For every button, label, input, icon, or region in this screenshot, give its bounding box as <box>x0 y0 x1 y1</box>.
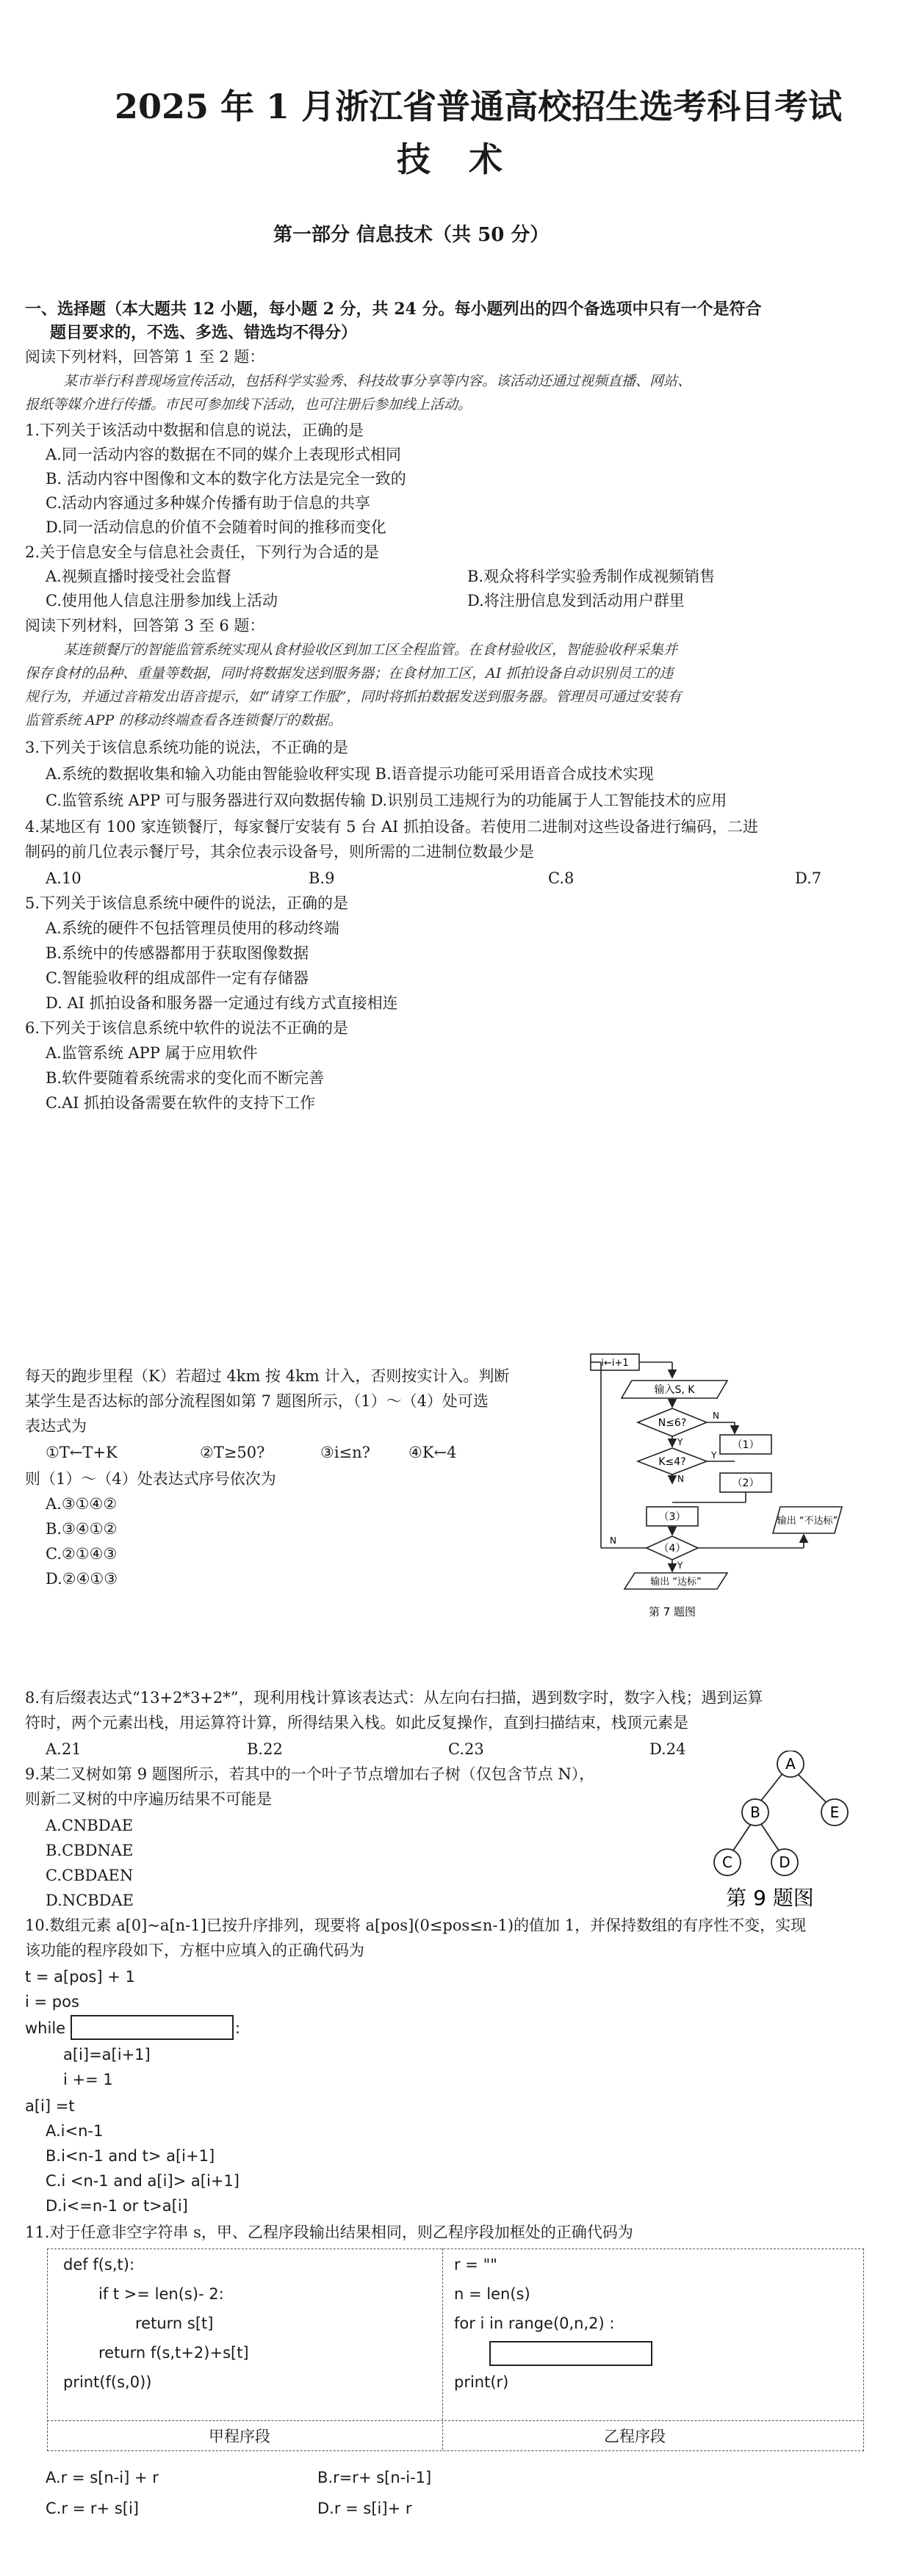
option-c: C.23 <box>448 1740 484 1758</box>
answer-blank-box[interactable] <box>71 2015 234 2040</box>
flow-input-label: 输入S, K <box>654 1384 695 1396</box>
question-stem: 3.下列关于该信息系统功能的说法，不正确的是 <box>25 739 349 756</box>
question-stem: 4.某地区有 100 家连锁餐厅，每家餐厅安装有 5 台 AI 抓拍设备。若使用二进制对这些设备进行编码，二进 <box>25 818 758 836</box>
question-stem: 2.关于信息安全与信息社会责任，下列行为合适的是 <box>25 543 380 561</box>
option-d: D.7 <box>795 869 822 887</box>
flow-no-4: N <box>610 1535 616 1546</box>
question-stem: 11.对于任意非空字符串 s，甲、乙程序段输出结果相同，则乙程序段加框处的正确代码为 <box>25 2224 633 2241</box>
code-line: a[i]=a[i+1] <box>63 2046 151 2063</box>
flow-out-pass-label: 输出 “达标” <box>650 1577 702 1588</box>
answer-blank-box-2[interactable] <box>489 2341 652 2366</box>
code-caption-divider <box>47 2420 863 2421</box>
flow-cond1-label: N≤6? <box>658 1417 687 1429</box>
flow-cond4-label: （4） <box>658 1543 686 1555</box>
flow-yes-2: Y <box>711 1450 717 1461</box>
code-left-line: def f(s,t): <box>63 2256 135 2273</box>
option-b: B.系统中的传感器都用于获取图像数据 <box>46 944 309 962</box>
option-a: A.i<n-1 <box>46 2122 104 2140</box>
question-stem-cont: 符时，两个元素出栈，用运算符计算，所得结果入栈。如此反复操作，直到扫描结束，栈顶元素是 <box>25 1714 688 1732</box>
flow-box3-label: （3） <box>658 1511 686 1523</box>
flow-box2-label: （2） <box>732 1477 760 1489</box>
code-right-line: for i in range(0,n,2) : <box>454 2315 615 2332</box>
code-line: i = pos <box>25 1993 79 2011</box>
code-left-caption: 甲程序段 <box>209 2428 270 2445</box>
option-b: B.软件要随着系统需求的变化而不断完善 <box>46 1069 325 1087</box>
question-stem-cont: 制码的前几位表示餐厅号，其余位表示设备号，则所需的二进制位数最少是 <box>25 843 534 861</box>
exam-subject: 技 术 <box>397 140 516 179</box>
option-b: B.i<n-1 and t> a[i+1] <box>46 2147 215 2165</box>
option-d: D. AI 抓拍设备和服务器一定通过有线方式直接相连 <box>46 994 398 1012</box>
option-b: B.22 <box>247 1740 283 1758</box>
expression-4: ④K←4 <box>408 1444 457 1461</box>
material-text: 报纸等媒介进行传播。市民可参加线下活动，也可注册后参加线上活动。 <box>25 397 472 413</box>
tree-label-e: E <box>829 1803 840 1821</box>
material-text: 规行为，并通过音箱发出语音提示，如“请穿工作服”，同时将抓拍数据发送到服务器。管理员可通过安装有 <box>25 689 682 705</box>
option-d: D.将注册信息发到活动用户群里 <box>467 592 685 609</box>
option-b: B.观众将科学实验秀制作成视频销售 <box>467 568 716 585</box>
question-stem: 6.下列关于该信息系统中软件的说法不正确的是 <box>25 1019 349 1037</box>
question-stem-cont: 则（1）～（4）处表达式序号依次为 <box>25 1470 276 1488</box>
option-a: A.③①④② <box>46 1495 118 1513</box>
material-intro: 阅读下列材料，回答第 3 至 6 题： <box>25 617 265 634</box>
code-left-line: print(f(s,0)) <box>63 2373 152 2391</box>
code-line: i += 1 <box>63 2071 113 2088</box>
option-b: B.③④①② <box>46 1520 118 1538</box>
option-c: C.CBDAEN <box>46 1867 134 1884</box>
option-b: B.9 <box>309 869 335 887</box>
code-right-caption: 乙程序段 <box>604 2428 666 2445</box>
binary-tree-figure <box>683 1751 860 1920</box>
material-text: 保存食材的品种、重量等数据，同时将数据发送到服务器；在食材加工区，AI 抓拍设备自动识别员工的违 <box>25 665 674 681</box>
question-stem-cont: 某学生是否达标的部分流程图如第 7 题图所示，（1）～（4）处可选 <box>25 1392 489 1410</box>
code-line: a[i] =t <box>25 2097 75 2115</box>
flow-no-1: N <box>713 1411 719 1421</box>
tree-caption: 第 9 题图 <box>726 1886 814 1910</box>
option-b: B. 活动内容中图像和文本的数字化方法是完全一致的 <box>46 470 406 488</box>
section-heading: 一、选择题（本大题共 12 小题，每小题 2 分，共 24 分。每小题列出的四个备选项中只有一个是符合 <box>25 300 762 319</box>
material-text: 某市举行科普现场宣传活动，包括科学实验秀、科技故事分享等内容。该活动还通过视频直播、网站、 <box>63 373 692 389</box>
expression-3: ③i≤n? <box>320 1444 370 1461</box>
question-stem: 8.有后缀表达式“13+2*3+2*”，现利用栈计算该表达式：从左向右扫描，遇到数字时，数字入栈；遇到运算 <box>25 1689 763 1707</box>
code-right-line: print(r) <box>454 2373 509 2391</box>
option-ab: A.系统的数据收集和输入功能由智能验收秤实现 B.语音提示功能可采用语音合成技术实现 <box>46 765 654 783</box>
flow-out-fail-label: 输出 “不达标” <box>777 1516 838 1527</box>
exam-title: 2025 年 1 月浙江省普通高校招生选考科目考试 <box>115 87 843 126</box>
option-a: A.系统的硬件不包括管理员使用的移动终端 <box>46 919 339 937</box>
flow-no-2: N <box>677 1474 684 1484</box>
option-c: C.AI 抓拍设备需要在软件的支持下工作 <box>46 1094 316 1112</box>
question-stem-cont: 该功能的程序段如下，方框中应填入的正确代码为 <box>25 1942 364 1959</box>
code-left-line: return s[t] <box>135 2315 214 2332</box>
option-d: D.i<=n-1 or t>a[i] <box>46 2197 188 2215</box>
flow-cond2-label: K≤4? <box>658 1456 686 1468</box>
section-heading-cont: 题目要求的，不选、多选、错选均不得分） <box>50 323 358 342</box>
flowchart-figure <box>588 1351 882 1645</box>
option-a: A.监管系统 APP 属于应用软件 <box>46 1044 258 1062</box>
option-c: C.使用他人信息注册参加线上活动 <box>46 592 278 609</box>
question-stem: 9.某二叉树如第 9 题图所示，若其中的一个叶子节点增加右子树（仅包含节点 N）， <box>25 1765 595 1783</box>
option-d: D.②④①③ <box>46 1570 118 1588</box>
material-intro: 阅读下列材料，回答第 1 至 2 题： <box>25 348 265 366</box>
code-left-line: return f(s,t+2)+s[t] <box>98 2344 249 2362</box>
code-line: t = a[pos] + 1 <box>25 1968 135 1986</box>
part-heading: 第一部分 信息技术（共 50 分） <box>273 224 550 246</box>
option-b: B.r=r+ s[n-i-1] <box>317 2469 432 2486</box>
option-d: D.24 <box>649 1740 686 1758</box>
option-d: D.r = s[i]+ r <box>317 2500 412 2517</box>
flow-caption: 第 7 题图 <box>648 1605 696 1618</box>
code-left-line: if t >= len(s)- 2: <box>98 2285 224 2303</box>
option-a: A.21 <box>46 1740 82 1758</box>
option-a: A.r = s[n-i] + r <box>46 2469 159 2486</box>
option-c: C.②①④③ <box>46 1545 118 1563</box>
material-text: 某连锁餐厅的智能监管系统实现从食材验收区到加工区全程监管。在食材验收区，智能验收秤采集并 <box>63 642 678 658</box>
question-stem-cont: 表达式为 <box>25 1417 87 1435</box>
flow-top-label: i←i+1 <box>601 1358 629 1369</box>
tree-label-a: A <box>785 1755 796 1773</box>
question-stem: 1.下列关于该活动中数据和信息的说法，正确的是 <box>25 422 364 439</box>
tree-label-c: C <box>722 1853 732 1871</box>
option-a: A.CNBDAE <box>46 1817 134 1834</box>
flow-yes-4: Y <box>677 1560 683 1571</box>
code-column-divider <box>442 2248 443 2450</box>
question-stem: 10.数组元素 a[0]~a[n-1]已按升序排列，现要将 a[pos](0≤pos≤n-1)的值加 1，并保持数组的有序性不变，实现 <box>25 1917 807 1934</box>
question-stem: 每天的跑步里程（K）若超过 4km 按 4km 计入，否则按实计入。判断 <box>25 1367 510 1385</box>
flow-box1-label: （1） <box>732 1439 760 1451</box>
option-a: A.同一活动内容的数据在不同的媒介上表现形式相同 <box>46 446 401 463</box>
question-stem-cont: 则新二叉树的中序遍历结果不可能是 <box>25 1790 272 1808</box>
tree-label-b: B <box>750 1803 760 1821</box>
option-c: C.智能验收秤的组成部件一定有存储器 <box>46 969 309 987</box>
flow-yes-1: Y <box>677 1437 683 1447</box>
question-stem: 5.下列关于该信息系统中硬件的说法，正确的是 <box>25 894 349 912</box>
option-c: C.活动内容通过多种媒介传播有助于信息的共享 <box>46 494 370 512</box>
option-a: A.10 <box>46 869 82 887</box>
option-c: C.i <n-1 and a[i]> a[i+1] <box>46 2172 240 2190</box>
option-d: D.NCBDAE <box>46 1892 134 1909</box>
option-cd: C.监管系统 APP 可与服务器进行双向数据传输 D.识别员工违规行为的功能属于人工智能技术的应用 <box>46 792 727 809</box>
code-right-line: n = len(s) <box>454 2285 530 2303</box>
tree-label-d: D <box>779 1853 791 1871</box>
expression-1: ①T←T+K <box>46 1444 118 1461</box>
code-right-line: r = "" <box>454 2256 497 2273</box>
option-c: C.r = r+ s[i] <box>46 2500 139 2517</box>
code-colon: : <box>235 2019 241 2037</box>
material-text: 监管系统 APP 的移动终端查看各连锁餐厅的数据。 <box>25 712 342 728</box>
option-c: C.8 <box>548 869 575 887</box>
expression-2: ②T≥50? <box>200 1444 265 1461</box>
code-while: while <box>25 2019 66 2037</box>
option-d: D.同一活动信息的价值不会随着时间的推移而变化 <box>46 518 386 536</box>
option-b: B.CBDNAE <box>46 1842 134 1859</box>
option-a: A.视频直播时接受社会监督 <box>46 568 231 585</box>
